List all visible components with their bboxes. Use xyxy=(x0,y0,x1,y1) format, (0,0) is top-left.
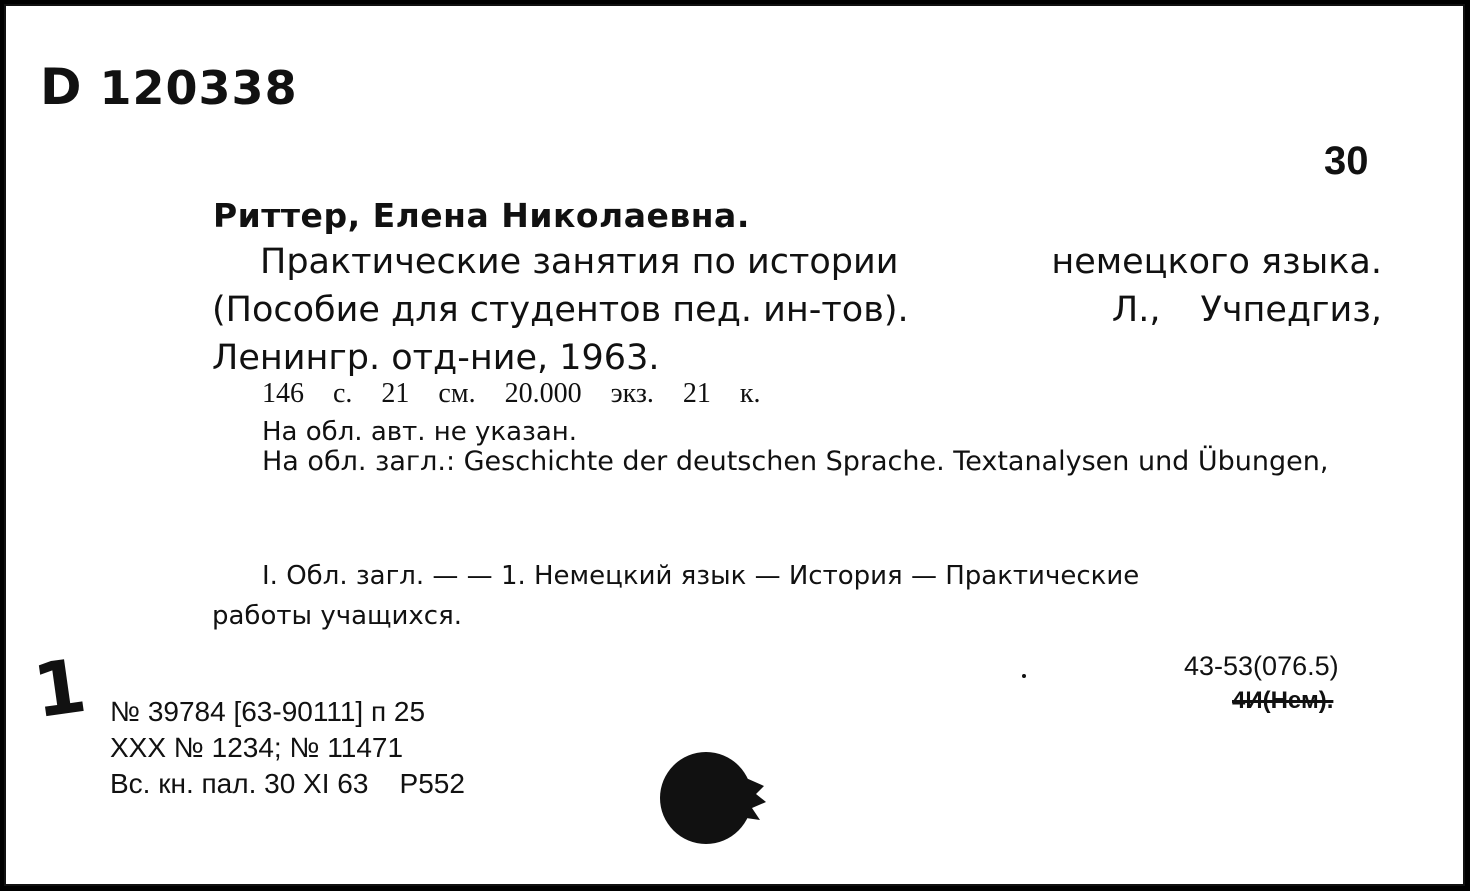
collation: 146 с. 21 см. 20.000 экз. 21 к. xyxy=(262,378,761,409)
imprint-line-1: № 39784 [63-90111] п 25 xyxy=(110,696,426,727)
imprint-line-3: Вс. кн. пал. 30 XI 63 Р552 xyxy=(110,768,465,799)
catalog-card xyxy=(4,4,1465,886)
udc-classification: 43-53(076.5) xyxy=(1184,651,1339,681)
handwritten-mark: 1 xyxy=(28,642,92,736)
title-line-1: Практические занятия по истории немецкого языка. xyxy=(260,242,1382,282)
subject-line-2: работы учащихся. xyxy=(212,601,462,631)
author-heading: Риттер, Елена Николаевна. xyxy=(213,196,750,235)
title-description xyxy=(212,238,1382,382)
imprint-block xyxy=(110,694,465,802)
subject-headings xyxy=(212,556,1384,636)
note-parallel-title: На обл. загл.: Geschichte der deutschen Sprache. Textanalysen und Übungen, xyxy=(262,446,1329,477)
title-line-2: (Пособие для студентов пед. ин-тов). Л., Учпедгиз, xyxy=(212,290,1382,330)
inventory-number: 120338 xyxy=(99,61,298,115)
inventory-prefix: D xyxy=(40,58,83,116)
udc-struck-classification: 4И(Нем). xyxy=(1232,687,1334,714)
handwritten-inventory-number xyxy=(40,58,298,116)
subject-line-1: I. Обл. загл. — — 1. Немецкий язык — История — Практические xyxy=(262,561,1140,591)
note-author: На обл. авт. не указан. xyxy=(262,417,578,447)
shelf-number: 30 xyxy=(1324,139,1369,183)
ink-dot xyxy=(1022,674,1026,678)
imprint-line-2: XXX № 1234; № 11471 xyxy=(110,732,404,763)
punch-hole-blot xyxy=(656,738,768,850)
title-line-3: Ленингр. отд-ние, 1963. xyxy=(212,338,660,378)
